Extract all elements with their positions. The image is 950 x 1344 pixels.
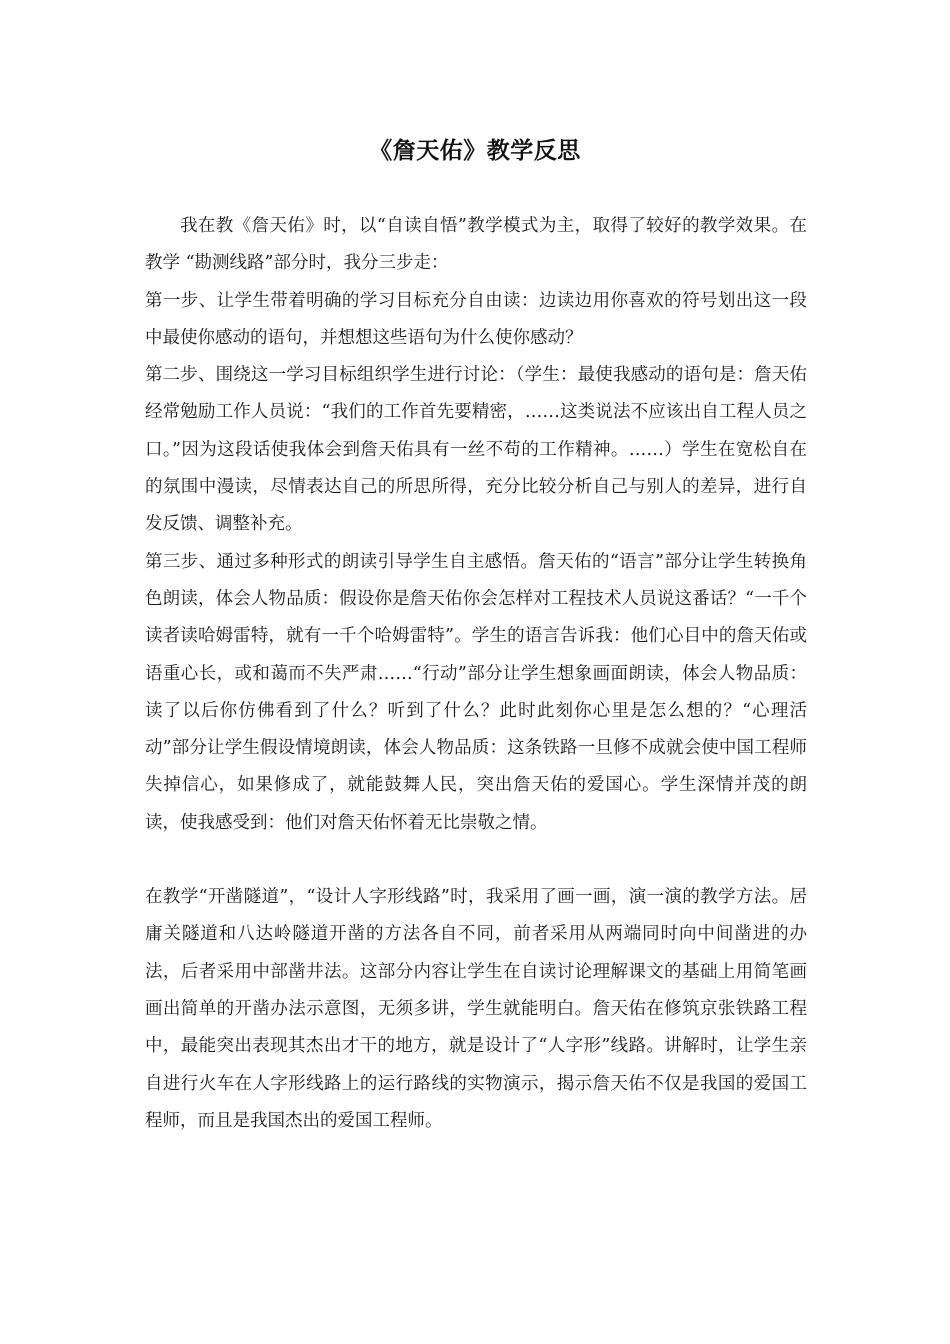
- paragraph-intro: 我在教《詹天佑》时，以“自读自悟”教学模式为主，取得了较好的教学效果。在教学 “勘测线路”部分时，我分三步走：: [145, 216, 807, 274]
- paragraph-step-two: 第二步、围绕这一学习目标组织学生进行讨论：（学生：最使我感动的语句是：詹天佑经常勉励工作人员说：“我们的工作首先要精密，……这类说法不应该出自工程人员之口。”因为这段话使我体会到詹天佑具有一丝不苟的工作精神。……）学生在宽松自在的氛围中漫读，尽情表达自己的所思所得，充分比较分析自己与别人的差异，进行自发反馈、调整补充。: [145, 365, 807, 535]
- paragraph-step-three: 第三步、通过多种形式的朗读引导学生自主感悟。詹天佑的“语言”部分让学生转换角色朗读，体会人物品质：假设你是詹天佑你会怎样对工程技术人员说这番话？“一千个读者读哈姆雷特，就有一千个哈姆雷特”。学生的语言告诉我：他们心目中的詹天佑或语重心长，或和蔼而不失严肃……“行动”部分让学生想象画面朗读，体会人物品质：读了以后你仿佛看到了什么？听到了什么？此时此刻你心里是怎么想的？“心理活动”部分让学生假设情境朗读，体会人物品质：这条铁路一旦修不成就会使中国工程师失掉信心，如果修成了，就能鼓舞人民，突出詹天佑的爱国心。学生深情并茂的朗读，使我感受到：他们对詹天佑怀着无比崇敬之情。: [145, 551, 807, 833]
- document-body: [145, 208, 807, 1140]
- paragraph-tunnel-teaching: 在教学“开凿隧道”，“设计人字形线路”时，我采用了画一画，演一演的教学方法。居庸关隧道和八达岭隧道开凿的方法各自不同，前者采用从两端同时向中间凿进的办法，后者采用中部凿井法。这部分内容让学生在自读讨论理解课文的基础上用简笔画画出简单的开凿办法示意图，无须多讲，学生就能明白。詹天佑在修筑京张铁路工程中，最能突出表现其杰出才干的地方，就是设计了“人字形”线路。讲解时，让学生亲自进行火车在人字形线路上的运行路线的实物演示，揭示詹天佑不仅是我国的爱国工程师，而且是我国杰出的爱国工程师。: [145, 887, 807, 1131]
- document-title: 《詹天佑》教学反思: [369, 138, 581, 164]
- paragraph-step-one: 第一步、让学生带着明确的学习目标充分自由读：边读边用你喜欢的符号划出这一段中最使你感动的语句，并想想这些语句为什么使你感动？: [145, 290, 807, 348]
